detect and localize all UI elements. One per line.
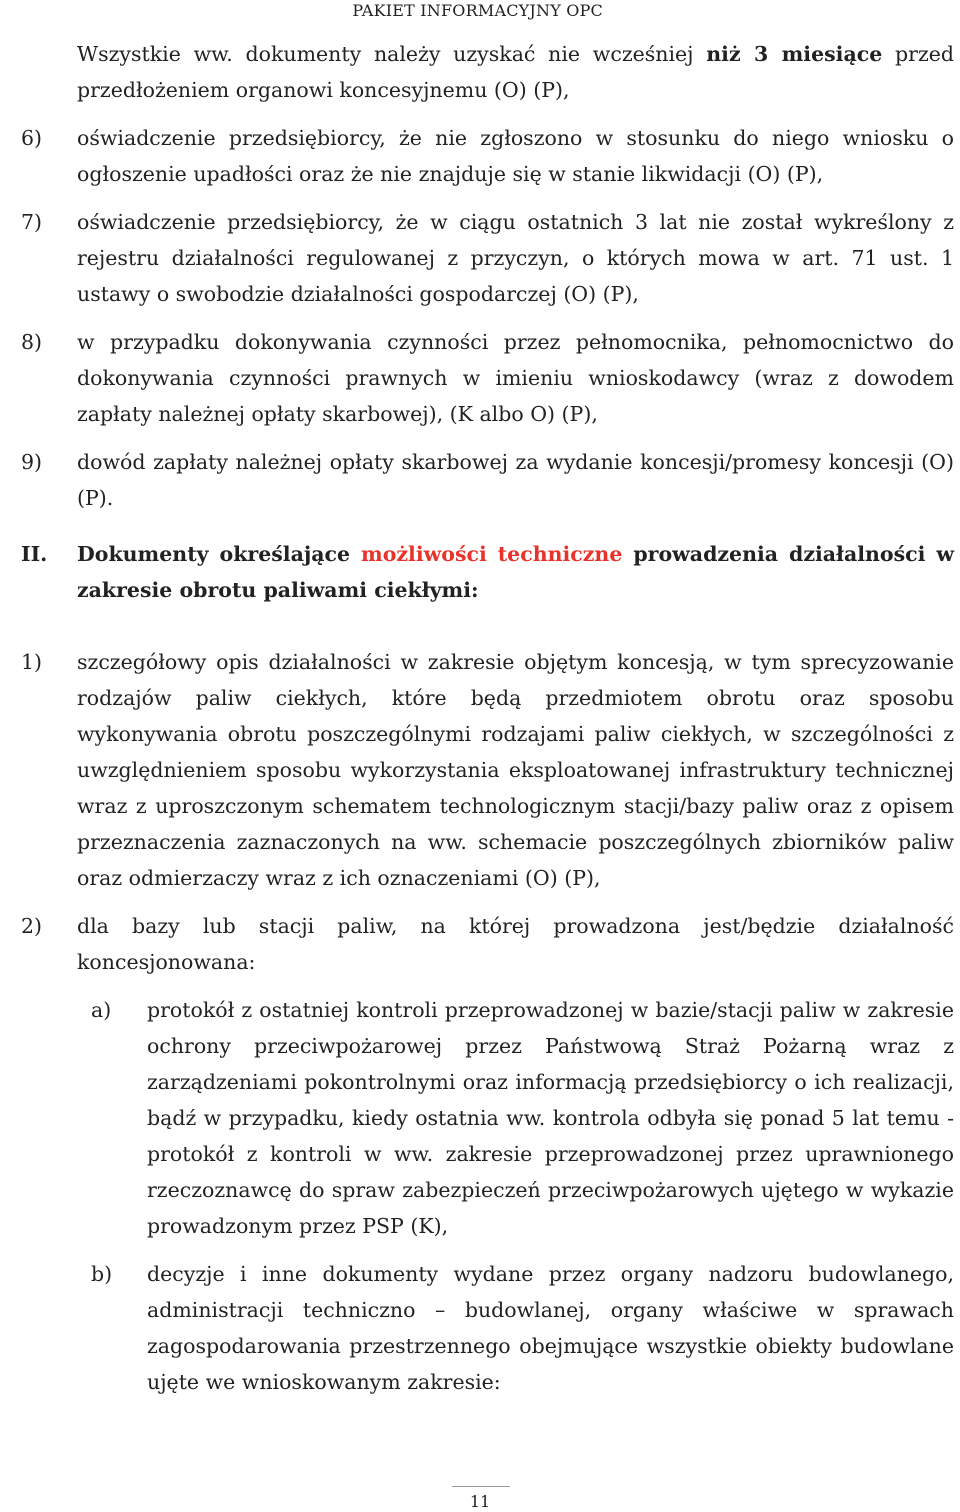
lead-text: Wszystkie ww. dokumenty należy uzyskać nie wcześniej xyxy=(77,42,707,66)
item-text: w przypadku dokonywania czynności przez pełnomocnika, pełnomocnictwo do dokonywania czynności prawnych w imieniu wnioskodawcy (wraz z dowodem zapłaty należnej opłaty skarbowej), (K albo O) (P), xyxy=(77,330,954,426)
item-number: 6) xyxy=(21,126,43,150)
sub-item-b xyxy=(77,1256,954,1400)
section-heading-ii xyxy=(21,536,954,608)
list-item-2 xyxy=(21,908,954,980)
list-item-9 xyxy=(21,444,954,516)
sub-item-a xyxy=(77,992,954,1244)
item-text: szczegółowy opis działalności w zakresie objętym koncesją, w tym sprecyzowanie rodzajów paliw ciekłych, które będą przedmiotem obrotu oraz sposobu wykonywania obrotu poszczególnymi rodzajami paliw ciekłych, w szczególności z uwzględnieniem sposobu wykorzystania eksploatowanej infrastruktury technicznej wraz z uproszczonym schematem technologicznym stacji/bazy paliw oraz z opisem przeznaczenia zaznaczonych na ww. schemacie poszczególnych zbiorników paliw oraz odmierzaczy wraz z ich oznaczeniami (O) (P), xyxy=(77,650,954,890)
document-body xyxy=(21,36,954,1400)
lead-paragraph xyxy=(21,36,954,108)
list-item-7 xyxy=(21,204,954,312)
running-header: PAKIET INFORMACYJNY OPC xyxy=(352,1,603,20)
item-text: oświadczenie przedsiębiorcy, że w ciągu ostatnich 3 lat nie został wykreślony z rejestru działalności regulowanej z przyczyn, o których mowa w art. 71 ust. 1 ustawy o swobodzie działalności gospodarczej (O) (P), xyxy=(77,210,954,306)
item-number: 7) xyxy=(21,210,43,234)
item-number: 9) xyxy=(21,450,43,474)
lead-text-end: przed przedłożeniem organowi koncesyjnemu (O) (P), xyxy=(77,42,955,102)
footer-divider xyxy=(452,1486,510,1487)
section-title xyxy=(77,536,954,608)
sub-item-text: protokół z ostatniej kontroli przeprowadzonej w bazie/stacji paliw w zakresie ochrony przeciwpożarowej przez Państwową Straż Pożarną wraz z zarządzeniami pokontrolnymi oraz informacją przedsiębiorcy o ich realizacji, bądź w przypadku, kiedy ostatnia ww. kontrola odbyła się ponad 5 lat temu - protokół z kontroli w ww. zakresie przeprowadzonej przez uprawnionego rzeczoznawcę do spraw zabezpieczeń przeciwpożarowych ujętego w wykazie prowadzonym przez PSP (K), xyxy=(147,998,954,1238)
item-text: dowód zapłaty należnej opłaty skarbowej za wydanie koncesji/promesy koncesji (O) (P). xyxy=(77,450,954,510)
section-number: II. xyxy=(21,542,48,566)
item-number: 1) xyxy=(21,650,43,674)
section-title-highlight: możliwości techniczne xyxy=(361,542,623,566)
sub-item-letter: a) xyxy=(91,998,112,1022)
list-item-6 xyxy=(21,120,954,192)
list-item-8 xyxy=(21,324,954,432)
sub-item-text: decyzje i inne dokumenty wydane przez organy nadzoru budowlanego, administracji techniczno – budowlanej, organy właściwe w sprawach zagospodarowania przestrzennego obejmujące wszystkie obiekty budowlane ujęte we wnioskowanym zakresie: xyxy=(147,1262,954,1394)
sub-item-letter: b) xyxy=(91,1262,113,1286)
item-number: 2) xyxy=(21,914,43,938)
item-text: dla bazy lub stacji paliw, na której prowadzona jest/będzie działalność koncesjonowana: xyxy=(77,914,954,974)
item-number: 8) xyxy=(21,330,43,354)
page-number: 11 xyxy=(469,1492,491,1511)
section-title-part3: prowadzenia działalności w zakresie obrotu paliwami ciekłymi: xyxy=(77,542,954,602)
section-title-part1: Dokumenty określające xyxy=(77,542,362,566)
list-item-1 xyxy=(21,644,954,896)
item-text: oświadczenie przedsiębiorcy, że nie zgłoszono w stosunku do niego wniosku o ogłoszenie upadłości oraz że nie znajduje się w stanie likwidacji (O) (P), xyxy=(77,126,954,186)
lead-emphasis: niż 3 miesiące xyxy=(706,42,883,66)
